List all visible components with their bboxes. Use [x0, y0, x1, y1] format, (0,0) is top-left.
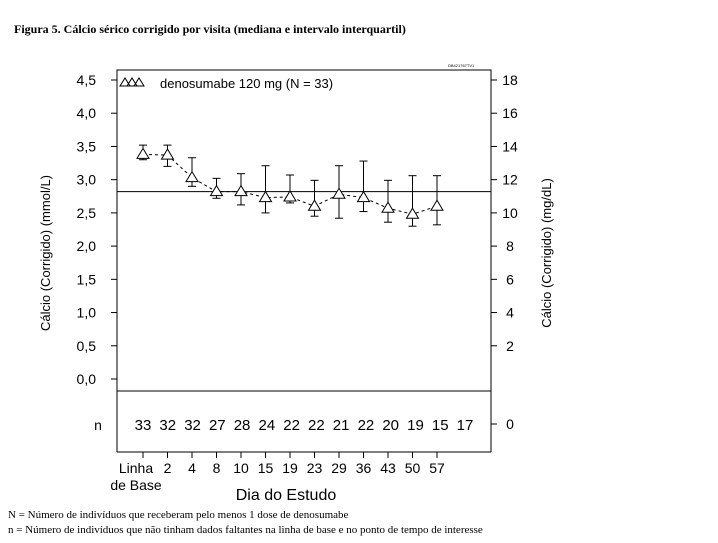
x-axis-label: Dia do Estudo — [235, 487, 337, 504]
x-tick-label: 36 — [355, 460, 372, 476]
y-axis-left-label: Cálcio (Corrigido) (mmol/L) — [38, 174, 53, 332]
legend-marker-2 — [127, 78, 137, 86]
n-value: 24 — [258, 417, 276, 434]
left-tick-label: 4,0 — [76, 105, 96, 122]
median-marker — [309, 200, 321, 210]
legend — [120, 76, 333, 91]
n-value: 33 — [134, 417, 152, 434]
x-tick-label: Linha — [118, 460, 154, 476]
figure-title: Figura 5. Cálcio sérico corrigido por visita (mediana e intervalo interquartil) — [14, 22, 406, 36]
x-tick-label: 19 — [282, 460, 298, 476]
right-tick-label: 8 — [506, 238, 514, 255]
left-tick-label: 1,5 — [76, 271, 96, 288]
legend-marker-1 — [120, 78, 130, 86]
x-tick-label: 8 — [212, 460, 221, 476]
x-tick-label: de Base — [110, 477, 162, 493]
n-label: n — [94, 417, 102, 433]
left-tick-label: 0,5 — [76, 337, 96, 354]
legend-label: denosumabe 120 mg (N = 33) — [160, 76, 334, 91]
series-group — [137, 145, 443, 226]
median-marker — [235, 186, 247, 196]
right-tick-label: 18 — [502, 72, 518, 88]
left-tick-label: 2,0 — [76, 238, 96, 255]
plot-frame — [117, 70, 491, 391]
n-value: 32 — [184, 417, 201, 434]
n-row — [94, 417, 473, 434]
right-tick-label: 0 — [506, 416, 514, 432]
n-value: 20 — [382, 417, 400, 434]
x-tick-label: 50 — [404, 460, 421, 476]
left-y-axis — [77, 72, 117, 452]
right-tick-label: 12 — [502, 171, 518, 188]
left-tick-label: 1,0 — [76, 304, 96, 321]
n-value: 21 — [332, 417, 350, 434]
x-tick-label: 15 — [257, 460, 274, 476]
left-tick-label: 2,5 — [76, 204, 96, 221]
x-tick-label: 29 — [331, 460, 347, 476]
n-value: 22 — [357, 417, 375, 434]
right-tick-label: 6 — [506, 271, 514, 288]
right-tick-label: 4 — [506, 304, 514, 321]
right-tick-label: 16 — [502, 105, 518, 122]
n-value: 17 — [456, 417, 474, 434]
y-axis-right-label: Cálcio (Corrigido) (mg/dL) — [539, 178, 554, 328]
n-value: 27 — [208, 417, 226, 434]
median-marker — [137, 148, 149, 158]
x-tick-label: 10 — [233, 460, 249, 476]
footnote-2: n = Número de indivíduos que não tinham dados faltantes na linha de base e no ponto de tempo de interesse — [8, 524, 483, 536]
footnote-1: N = Número de indivíduos que receberam pelo menos 1 dose de denosumabe — [8, 509, 349, 521]
n-value: 15 — [431, 417, 449, 434]
x-tick-label: 4 — [188, 460, 196, 476]
right-tick-label: 14 — [502, 138, 518, 155]
x-tick-label: 57 — [429, 460, 445, 476]
median-marker — [162, 149, 174, 159]
right-tick-label: 10 — [502, 204, 518, 221]
x-tick-label: 2 — [163, 460, 172, 476]
legend-marker-3 — [134, 78, 144, 86]
median-marker — [284, 191, 296, 201]
document-code: DB421767TV1 — [448, 63, 475, 68]
median-marker — [186, 172, 198, 182]
n-value: 28 — [233, 417, 251, 434]
x-tick-label: 43 — [380, 460, 396, 476]
median-marker — [333, 188, 345, 198]
left-tick-label: 3,5 — [76, 138, 96, 155]
median-marker — [211, 186, 223, 196]
right-tick-label: 2 — [506, 337, 514, 354]
left-tick-label: 4,5 — [76, 72, 96, 88]
median-marker — [431, 200, 443, 210]
left-tick-label: 0,0 — [76, 371, 96, 387]
median-marker — [260, 192, 272, 202]
n-value: 32 — [159, 417, 177, 434]
n-value: 22 — [283, 417, 300, 434]
median-marker — [382, 202, 394, 212]
x-tick-label: 23 — [306, 460, 323, 476]
n-value: 22 — [308, 417, 325, 434]
n-value: 19 — [407, 417, 424, 434]
right-y-axis — [491, 72, 518, 452]
left-tick-label: 3,0 — [76, 171, 96, 188]
